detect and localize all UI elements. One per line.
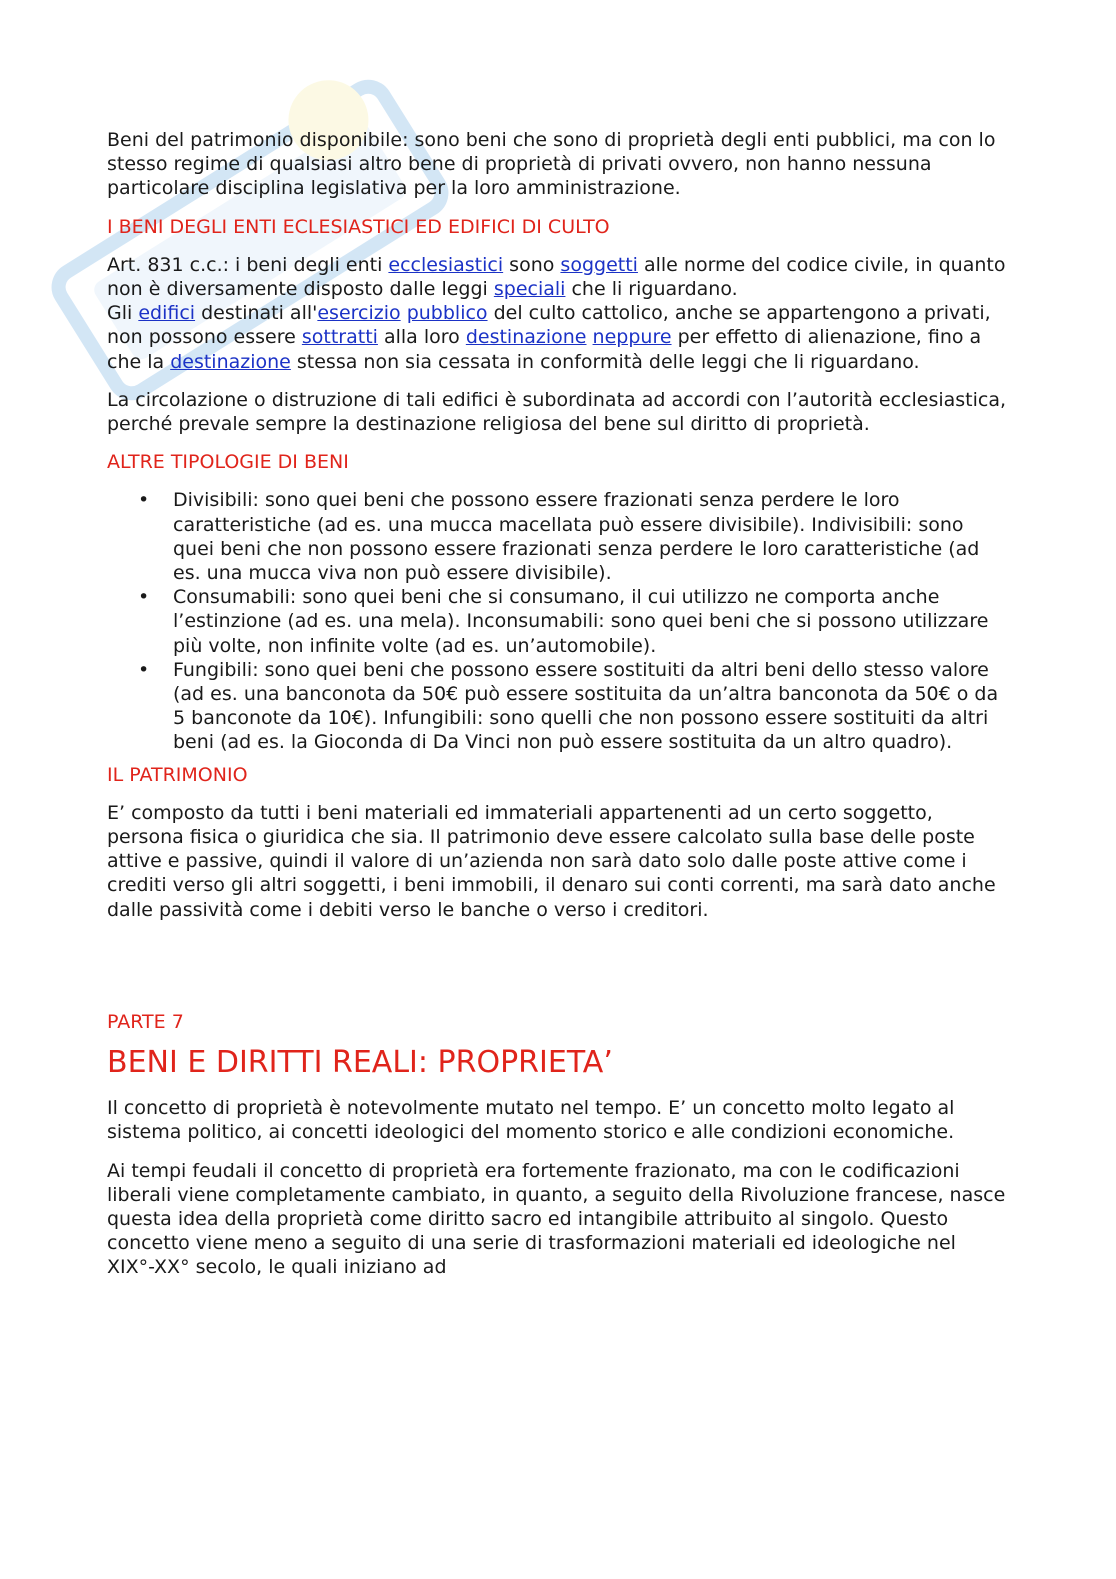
text-segment: alle norme del codice civile, in quanto non è diversamente disposto dalle leggi: [107, 253, 1006, 301]
paragraph-circolazione: La circolazione o distruzione di tali edifici è subordinata ad accordi con l’autorità ecclesiastica, perché prevale sempre la destinazione religiosa del bene sul diritto di proprietà.: [107, 388, 1007, 436]
text-segment: Art. 831 c.c.: i beni degli enti: [107, 253, 389, 276]
list-item-text: Divisibili: sono quei beni che possono essere frazionati senza perdere le loro caratteristiche (ad es. una mucca macellata può essere divisibile). Indivisibili: sono quei beni che non possono essere frazionati senza perdere le loro caratteristiche (ad es. una mucca viva non può essere divisibile).: [173, 489, 980, 585]
bullet-icon: •: [138, 658, 150, 681]
section-spacer: [107, 936, 1007, 1010]
link-destinazione[interactable]: destinazione: [465, 326, 587, 349]
link-pubblico[interactable]: pubblico: [406, 302, 488, 325]
bullet-icon: •: [138, 586, 150, 609]
paragraph-lead: Beni del patrimonio disponibile:: [107, 129, 409, 151]
paragraph-patrimonio: E’ composto da tutti i beni materiali ed immateriali appartenenti ad un certo soggetto, persona fisica o giuridica che sia. Il patrimonio deve essere calcolato sulla base delle poste attive e passive, quindi il valore di un’azienda non sarà dato solo dalle poste attive come i crediti verso gli altri soggetti, i beni immobili, il denaro sui conti correnti, ma sarà dato anche dalle passività come i debiti verso le banche o verso i creditori.: [107, 801, 996, 921]
paragraph-art-831: [107, 253, 1007, 374]
link-speciali[interactable]: speciali: [493, 278, 566, 301]
bullet-icon: •: [138, 489, 150, 512]
heading-beni-enti-ecclesiastici: I BENI DEGLI ENTI ECLESIASTICI ED EDIFICI DI CULTO: [107, 215, 610, 238]
link-ecclesiastici[interactable]: ecclesiastici: [388, 253, 504, 276]
paragraph-concetto-proprieta: Il concetto di proprietà è notevolmente mutato nel tempo. E’ un concetto molto legato al sistema politico, ai concetti ideologici del momento storico e alle condizioni economiche.: [107, 1097, 955, 1144]
document-page: [107, 128, 1007, 1294]
link-sottratti[interactable]: sottratti: [301, 326, 378, 349]
text-segment: del culto cattolico, anche se appartengono a privati, non possono essere: [107, 302, 991, 349]
text-segment: per effetto di alienazione, fino a che la: [107, 326, 982, 373]
list-tipologie-beni: [107, 488, 1007, 754]
link-soggetti[interactable]: soggetti: [560, 253, 638, 276]
link-edifici[interactable]: edifici: [138, 302, 196, 325]
text-segment: alla loro: [377, 326, 466, 349]
text-segment: sono: [503, 253, 561, 276]
list-item-text: Consumabili: sono quei beni che si consumano, il cui utilizzo ne comporta anche l’estinzione (ad es. una mela). Inconsumabili: sono quei beni che si possono utilizzare più volte, non infinite volte (ad es. un’automobile).: [173, 586, 989, 657]
link-esercizio[interactable]: esercizio: [317, 302, 401, 325]
heading-il-patrimonio: IL PATRIMONIO: [107, 763, 248, 786]
text-segment: stessa non sia cessata in conformità delle leggi che li riguardano.: [290, 350, 920, 373]
link-destinazione-2[interactable]: destinazione: [170, 350, 291, 373]
list-item: [107, 585, 1007, 658]
list-item: [107, 658, 1007, 755]
part-label: PARTE 7: [107, 1010, 184, 1033]
list-item-text: Fungibili: sono quei beni che possono essere sostituiti da altri beni dello stesso valore (ad es. una banconota da 50€ può essere sostituita da un’altra banconota da 50€ o da 5 banconote da 10€). Infungibili: sono quelli che non possono essere sostituiti da altri beni (ad es. la Gioconda di Da Vinci non può essere sostituita da un altro quadro).: [173, 658, 999, 754]
paragraph-patrimonio-disponibile: [107, 128, 1007, 201]
heading-altre-tipologie: ALTRE TIPOLOGIE DI BENI: [107, 451, 349, 474]
paragraph-rest: sono beni che sono di proprietà degli enti pubblici, ma con lo stesso regime di qualsiasi altro bene di proprietà di privati ovvero, non hanno nessuna particolare disciplina legislativa per la loro amministrazione.: [107, 129, 996, 200]
section-title: BENI E DIRITTI REALI: PROPRIETA’: [107, 1045, 613, 1081]
link-neppure[interactable]: neppure: [592, 326, 672, 349]
text-segment: Gli: [107, 302, 139, 325]
list-item: [107, 488, 1007, 585]
text-segment: destinati all': [195, 302, 318, 325]
text-segment: che li riguardano.: [565, 278, 738, 301]
paragraph-tempi-feudali: Ai tempi feudali il concetto di proprietà era fortemente frazionato, ma con le codificazioni liberali viene completamente cambiato, in quanto, a seguito della Rivoluzione francese, nasce questa idea della proprietà come diritto sacro ed intangibile attribuito al singolo. Questo concetto viene meno a seguito di una serie di trasformazioni materiali ed ideologiche nel XIX°-XX° secolo, le quali iniziano ad: [107, 1159, 1006, 1279]
